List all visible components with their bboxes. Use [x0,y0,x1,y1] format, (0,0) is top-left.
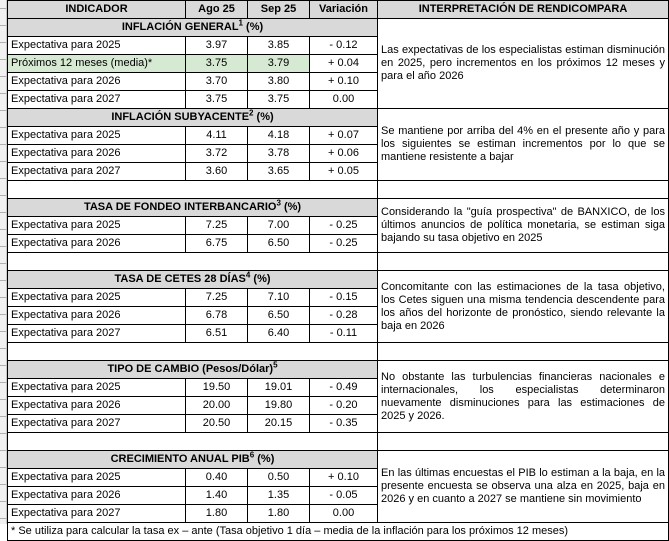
row-label: Expectativa para 2027 [8,325,186,343]
row-sep: 1.35 [248,487,310,505]
row-var: - 0.15 [310,289,378,307]
row-sep: 6.40 [248,325,310,343]
row-ago: 6.51 [186,325,248,343]
table-header-row [8,1,669,19]
row-label: Expectativa para 2026 [8,73,186,91]
row-var: - 0.12 [310,37,378,55]
row-var: - 0.05 [310,487,378,505]
interpretation-pib [378,451,669,523]
row-var: - 0.25 [310,235,378,253]
section-title-text: INFLACIÓN GENERAL [121,21,239,33]
interpretation-text: Las expectativas de los especialistas estiman disminución en 2025, pero incrementos en los próximos 12 meses y para el año 2026 [381,44,665,82]
ruler-tick [0,365,6,366]
ruler-tick [0,297,6,298]
vertical-ruler [0,0,7,524]
interpretation-inflacion-subyacente [378,109,669,181]
row-sep: 0.50 [248,469,310,487]
row-ago: 3.60 [186,163,248,181]
spacer-right [378,433,669,451]
ruler-tick [0,416,6,417]
section-unit: (%) [280,201,302,213]
row-ago: 19.50 [186,379,248,397]
row-sep: 7.00 [248,217,310,235]
row-var: - 0.11 [310,325,378,343]
spacer-left [8,433,378,451]
section-title-text: TASA DE CETES 28 DÍAS [114,273,246,285]
row-var: + 0.05 [310,163,378,181]
ruler-tick [0,59,6,60]
row-label: Expectativa para 2027 [8,91,186,109]
row-ago: 3.70 [186,73,248,91]
footnote-text: * Se utiliza para calcular la tasa ex – ante (Tasa objetivo 1 día – media de la inflación para los próximos 12 meses) [8,523,669,541]
row-ago: 3.97 [186,37,248,55]
row-ago: 3.72 [186,145,248,163]
row-var: + 0.04 [310,55,378,73]
section-title-pib [8,451,378,469]
row-sep: 1.80 [248,505,310,523]
ruler-tick [0,382,6,383]
section-title-inflacion-subyacente [8,109,378,127]
spacer-row [8,181,669,199]
row-sep: 4.18 [248,127,310,145]
ruler-tick [0,433,6,434]
section-title-row [8,19,669,37]
row-label: Expectativa para 2027 [8,163,186,181]
footnote-row [8,523,669,541]
section-unit: (%) [250,273,271,285]
header-variacion: Variación [310,1,378,19]
row-label: Expectativa para 2026 [8,397,186,415]
section-title-text: CRECIMIENTO ANUAL PIB [110,453,250,465]
row-sep: 3.79 [248,55,310,73]
row-var: - 0.20 [310,397,378,415]
section-title-row [8,361,669,379]
row-label: Expectativa para 2025 [8,289,186,307]
interpretation-text: Considerando la "guía prospectiva" de BANXICO, de los últimos anuncios de política monetaria, se estiman siga bajando su tasa objetivo en 2025 [381,206,665,244]
row-label: Expectativa para 2026 [8,145,186,163]
ruler-tick [0,161,6,162]
ruler-tick [0,484,6,485]
row-sep: 6.50 [248,307,310,325]
ruler-tick [0,399,6,400]
ruler-tick [0,246,6,247]
row-label: Expectativa para 2025 [8,127,186,145]
spacer-left [8,253,378,271]
interpretation-cetes [378,271,669,343]
ruler-tick [0,501,6,502]
section-title-row [8,271,669,289]
row-sep: 3.65 [248,163,310,181]
section-footnote-marker: 6 [249,450,255,460]
ruler-tick [0,76,6,77]
header-interpretacion: INTERPRETACIÓN DE RENDICOMPARA [378,1,669,19]
ruler-tick [0,450,6,451]
section-title-inflacion-general [8,19,378,37]
row-ago: 3.75 [186,55,248,73]
ruler-tick [0,263,6,264]
row-label: Expectativa para 2026 [8,235,186,253]
section-footnote-marker: 3 [276,198,281,208]
row-ago: 3.75 [186,91,248,109]
ruler-tick [0,518,6,519]
row-label: Próximos 12 meses (media)* [8,55,186,73]
sheet-content [7,0,668,541]
section-unit: (%) [253,111,274,123]
ruler-tick [0,314,6,315]
row-ago: 7.25 [186,289,248,307]
header-sep: Sep 25 [248,1,310,19]
spacer-right [378,181,669,199]
spacer-right [378,253,669,271]
ruler-tick [0,8,6,9]
row-sep: 6.50 [248,235,310,253]
row-label: Expectativa para 2025 [8,379,186,397]
row-var: 0.00 [310,505,378,523]
spacer-right [378,343,669,361]
spacer-row [8,253,669,271]
ruler-tick [0,144,6,145]
row-ago: 1.40 [186,487,248,505]
section-title-row [8,451,669,469]
spacer-left [8,181,378,199]
section-title-tipo-cambio [8,361,378,379]
row-var: - 0.35 [310,415,378,433]
section-title-text: TIPO DE CAMBIO (Pesos/Dólar) [107,363,274,375]
row-label: Expectativa para 2026 [8,487,186,505]
row-ago: 7.25 [186,217,248,235]
ruler-tick [0,348,6,349]
row-sep: 3.85 [248,37,310,55]
section-footnote-marker: 1 [238,18,243,28]
spacer-row [8,343,669,361]
interpretation-text: Concomitante con las estimaciones de la tasa objetivo, los Cetes siguen una misma tendencia descendente para los años del horizonte de pronóstico, siendo relevante la baja en 2026 [381,280,665,332]
row-ago: 20.50 [186,415,248,433]
row-label: Expectativa para 2025 [8,217,186,235]
section-unit: (%) [243,21,264,33]
interpretation-text: No obstante las turbulencias financieras nacionales e internacionales, los especialistas determinaron nuevamente disminuciones para las estimaciones de 2025 y 2026. [381,370,665,422]
ruler-tick [0,178,6,179]
row-sep: 19.80 [248,397,310,415]
row-var: + 0.07 [310,127,378,145]
section-footnote-marker: 4 [245,270,251,280]
header-ago: Ago 25 [186,1,248,19]
interpretation-text: Se mantiene por arriba del 4% en el presente año y para los siguientes se estiman incrementos por lo que se mantiene resistente a bajar [381,125,665,163]
ruler-tick [0,127,6,128]
row-ago: 20.00 [186,397,248,415]
row-sep: 3.75 [248,91,310,109]
ruler-tick [0,25,6,26]
section-title-row [8,199,669,217]
row-var: + 0.06 [310,145,378,163]
section-title-text: INFLACIÓN SUBYACENTE [111,111,250,123]
section-title-tasa-fondeo [8,199,378,217]
interpretation-tasa-fondeo [378,199,669,253]
row-sep: 3.78 [248,145,310,163]
spacer-row [8,433,669,451]
row-var: + 0.10 [310,469,378,487]
row-var: - 0.25 [310,217,378,235]
section-unit: (%) [254,453,275,465]
row-var: 0.00 [310,91,378,109]
row-label: Expectativa para 2026 [8,307,186,325]
section-footnote-marker: 2 [249,108,254,118]
spacer-left [8,343,378,361]
ruler-tick [0,110,6,111]
row-sep: 3.80 [248,73,310,91]
section-title-text: TASA DE FONDEO INTERBANCARIO [83,201,277,213]
header-indicador: INDICADOR [8,1,186,19]
ruler-tick [0,42,6,43]
ruler-tick [0,280,6,281]
row-var: - 0.49 [310,379,378,397]
ruler-tick [0,212,6,213]
row-var: - 0.28 [310,307,378,325]
row-ago: 4.11 [186,127,248,145]
row-label: Expectativa para 2027 [8,415,186,433]
row-ago: 1.80 [186,505,248,523]
ruler-tick [0,93,6,94]
row-ago: 6.75 [186,235,248,253]
row-var: + 0.10 [310,73,378,91]
row-sep: 19.01 [248,379,310,397]
row-sep: 7.10 [248,289,310,307]
interpretation-text: En las últimas encuestas el PIB lo estiman a la baja, en la presente encuesta se observa una alza en 2025, baja en 2026 y en cuanto a 2027 se mantiene sin movimiento [381,467,665,505]
row-ago: 6.78 [186,307,248,325]
ruler-tick [0,195,6,196]
row-label: Expectativa para 2025 [8,469,186,487]
section-title-cetes [8,271,378,289]
row-label: Expectativa para 2025 [8,37,186,55]
row-sep: 20.15 [248,415,310,433]
interpretation-inflacion-general [378,19,669,109]
row-label: Expectativa para 2027 [8,505,186,523]
expectations-table [7,0,669,541]
ruler-tick [0,229,6,230]
interpretation-tipo-cambio [378,361,669,433]
section-title-row [8,109,669,127]
ruler-tick [0,467,6,468]
row-ago: 0.40 [186,469,248,487]
ruler-tick [0,331,6,332]
section-footnote-marker: 5 [273,360,278,370]
